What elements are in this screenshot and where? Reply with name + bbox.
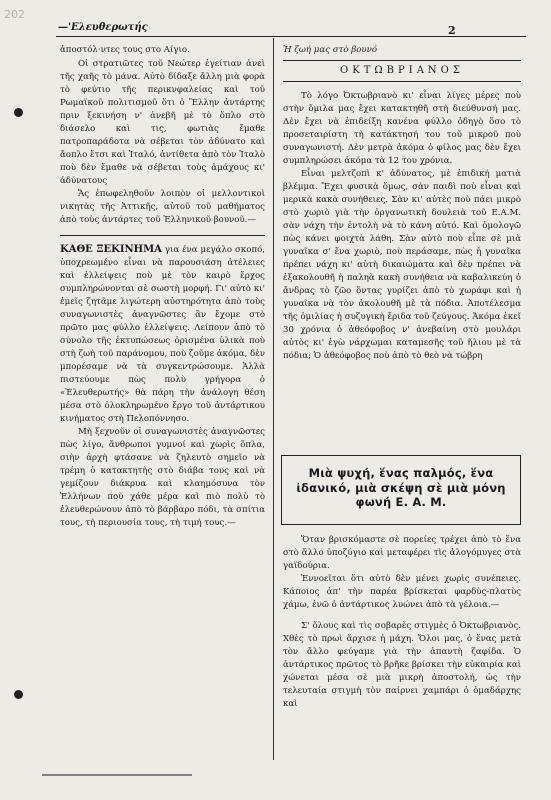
left-paragraph-5: Μὴ ξεχνοῦν οἱ συναγωνιστὲς ἀναγνῶστες πὼς λίγο, ἄνθρωποι γυμνοί καὶ χωρὶς ὅπλα, σιὴν ἀρχὴ φτάσανε νὰ ζηλευτὸ σημεῖο νὰ τρέμη ὁ κατακτητὴς στὸ διάβα τους καὶ νὰ γεμίζουν διάκρυα καὶ κλαημόσυνα τὸν Ἑλλήνων ποὺ χάθε μέρα καὶ πιὸ πολὺ τὸ ἐλευθερώνουν ἀπὸ τὸ βάρβαρο πόδι, τὰ σπίτια τους, τὴ περιουσία τους, τὴ τιμή τους.—: [60, 427, 265, 528]
left-article-body: για ένα μεγάλο σκοπό, ὑποχρεωμένο εἶναι νὰ παρουσιάση ἀτέλειες καὶ ἐλλείψεις ποὺ μὲ τὸν καιρὸ ἔρχος συμπληρώνονται σὲ σωστὴ μορφή. Γι' αὐτὸ κι' ἐμεῖς ζητᾶμε λιγώτερη αὐστηρότητα ἀπὸ τοὺς συναγωνιστὲς ἀναγνῶστες ἂν ἔχομε στὸ πρῶτο μας φύλλο ἐλλείψεις. Λείπουν ἀπὸ τὸ σύνολο τῆς ἐκτυπώσεως ὁρισμένα ὑλικὰ ποὺ στὴ ζωὴ τοῦ παράνομου, ποὺ ζοῦμε ἀκόμα, δὲν μπορέσαμε νὰ τὰ συγκεντρώσουμε. Ἀλλὰ πιστεύουμε πὼς πολὺ γρήγορα ὁ «Ἐλευθερωτής» θὰ πάρη τὴν ἀνάλογη θέση μέσα στὸ ὁλοκληρωμένο ἔργο τοῦ ἀντάρτικου κινήματος στὴ Πελοπόννησο.: [60, 245, 266, 424]
slogan-line-1: Μιὰ ψυχή, ἕνας παλμός, ἕνα ἰδανικό, μιὰ σκέψη σὲ μιὰ μόνη: [296, 466, 506, 495]
article-paragraph-5: Σ' ὅλους καὶ τὶς σοβαρὲς στιγμὲς ὁ Ὀκτωβριανὸς. Χθὲς τὸ πρωὶ ἄρχισε ἡ μάχη. Ὅλοι μας, ὁ ἕνας μετὰ τὸν ἄλλο φεύγαμε γιὰ τὴν ἀπαντὴ ζαφίδα. Ὁ ἀντάρτικος πρῶτος τὸ βρῆκε βρίσκει τὴν εὐκαιρία καὶ χώνεται μέσα σὲ μιὰ μικρὴ ἀποστολή, ὡς τὴν τελευταία στιγμὴ τὸν παίρνει χαμπάρι ὁ ὁμαδάρχης καὶ: [283, 621, 521, 709]
right-column-bottom: [283, 534, 521, 711]
title-rule: [283, 81, 521, 82]
article-paragraph-4: Ἐννοεῖται ὅτι αὐτὸ δὲν μένει χωρὶς συνέπειες. Κάποιος ἀπ' τὴν παρέα βρίσκεται φαρδὺς-πλατὺς χάμω, ἐνῶ ὁ ἀντάρτικος λυώνει ἀπὸ τὰ γέλοια.—: [283, 574, 521, 610]
header-rule: [56, 36, 526, 37]
caption-rule: [283, 60, 521, 61]
column-divider: [273, 38, 274, 760]
section-heading: ΚΑΘΕ ΞΕΚΙΝΗΜΑ: [60, 244, 162, 255]
right-column-top: [283, 44, 521, 363]
section-caption: Ἡ ζωή μας στὸ βουνό: [283, 45, 378, 55]
newspaper-title: —'Ελευθερωτής: [58, 22, 148, 33]
article-paragraph-2: Εἶναι μελτζοπὶ κ' ἀδύνατος, μὲ ἐπιδική ματιὰ βλέμμα. Ἔχει φυσικὰ ὅμως, σὰν παιδὶ ποὺ εἶναι καὶ μερικὰ κακὰ συνήθειες. Σὰν κι' αὐτὲς ποὺ πάει μικρὸ στὸ χωριὸ γιὰ τὴν ὀργανωτικὴ δουλειὰ τοῦ Ε.Α.Μ. σὰν νάχη τὴν ἐντολὴ νὰ τὸ κάνη αὐτό. Καὶ ὁμολογῶ πὼς κάνει φοιχτὰ λάθη. Σὰν αὐτὸ ποὺ εἶπε σὲ μιὰ γυναῖκα σ' ἕνα χωριὸ, ποὺ περάσαμε, πὼς ἡ γυναῖκα πρέπει νάχη κι' αὐτὴ δικαιώματα καὶ δὲν πρέπει νὰ ἐξακολουθῆ ἡ παληὰ κακὴ συνήθεια νὰ καβαλικεύη ὁ ἄνδρας τὸ ζῶο ὅντας γυρίζει ἀπὸ τὸ χωράφι καὶ ἡ γυναῖκα νὰ τὸν ἀκολουθῆ μὲ τὰ πόδια. Ἀποτέλεσμα τῆς ὁμιλίας ἡ συζυγικὴ ἔριδα τοῦ ζεύγους. Ἀκόμα ἐκεῖ 30 χρόνια ὁ ἀθεόφοβος ν' ἀνεβαίνη στὸ μουλάρι αὐτὸς κι' ἐγὼ νάρχωμαι καταμεσῆς τοῦ ἥλιου μὲ τὰ πόδια; Ὁ ἀθεόφοβος ποὺ ἀπὸ τὸ θεὸ νὰ τώβρη: [283, 169, 521, 361]
article-paragraph-3: Ὅταν βρισκόμαστε σὲ πορείες τρέχει ἀπὸ τὸ ἕνα στὸ ἄλλο ὑποζύγιο καὶ μεταφέρει τὶς ἀλογόμυγες στὰ γαϊδούρια.: [283, 535, 521, 571]
slogan-line-2: φωνή Ε. Α. Μ.: [355, 495, 447, 509]
left-section-rule: [60, 235, 265, 236]
binding-hole-top: [14, 108, 23, 117]
binding-hole-bottom: [14, 690, 23, 699]
bottom-scan-mark: [42, 774, 192, 794]
article-paragraph-1: Τὸ λόγο Ὀκτωβριανὸ κι' εἶναι λίγες μέρες ποὺ στὴν ὅμιλα μας ἔχει κατακτηθῆ στὴ διεύθυνσή μας. Δὲν ἔχει νὰ ἐπιδείξη κανένα φύλλο ὁδηγὸ ὅσο τὸ προσεταιρίστη τὴ κατάκτησή του τοῦ μικροῦ ποὺ συναγωνιστή. Δὲν μετρὰ ἀκόμα ὁ φίλος μας δὲν ἔχει συμπληρώσει ἀκόμα τὰ 12 του χρόνια.: [283, 91, 521, 166]
slogan-box: [281, 455, 521, 525]
left-paragraph-2: Οἱ στρατιῶτες τοῦ Νεώτερ ἐγείτιαν ἀνεὶ τῆς χαῆς τὸ μάνα. Αὐτὸ δίδαξε ἄλλη μιὰ φορὰ τὸ φεύτιο τῆς περικνφαλείας καὶ τοῦ Ρωμαϊκοῦ πολιτισμοῦ ὅτι ὁ Ἕλλην ἀντάρτης πριν ξεκινήση ν' ἀνεβῆ μὲ τὸ ὅπλο στὸ διάσελο καὶ τις, φωτιὰς ἔμαθε πατροπαράδοτα νὰ σέβεται τὸν ἀδύνατο καὶ ἄοπλο ἔτσι καὶ Ἰταλό, ἀντίθετα ἀπὸ τὸν Ἰταλὸ ποὺ δὲν ἔμαθε νὰ σέβεται τοὺς ἀμάχους κι' ἀδύνατους: [60, 59, 265, 186]
left-paragraph-1: ἀποστόλ·ντες τους στο Αίγιο.: [60, 45, 190, 55]
left-paragraph-3: Ἄς ἐπωφεληθοῦν λοιπὸν οἱ μελλοντικοὶ νικητὰς τῆς Ἀττικῆς, αὐτοῦ τοῦ μαθήματος ἀπὸ τοὺς ἀντάρτες τοῦ Ἑλληνικοῦ βουνοῦ.—: [60, 189, 265, 225]
page-number: 2: [448, 24, 456, 37]
left-column: [60, 44, 265, 530]
corner-page-mark: 202: [4, 8, 25, 21]
article-title: ΟΚΤΩΒΡΙΑΝΟΣ: [340, 65, 464, 76]
left-article: [60, 243, 265, 426]
